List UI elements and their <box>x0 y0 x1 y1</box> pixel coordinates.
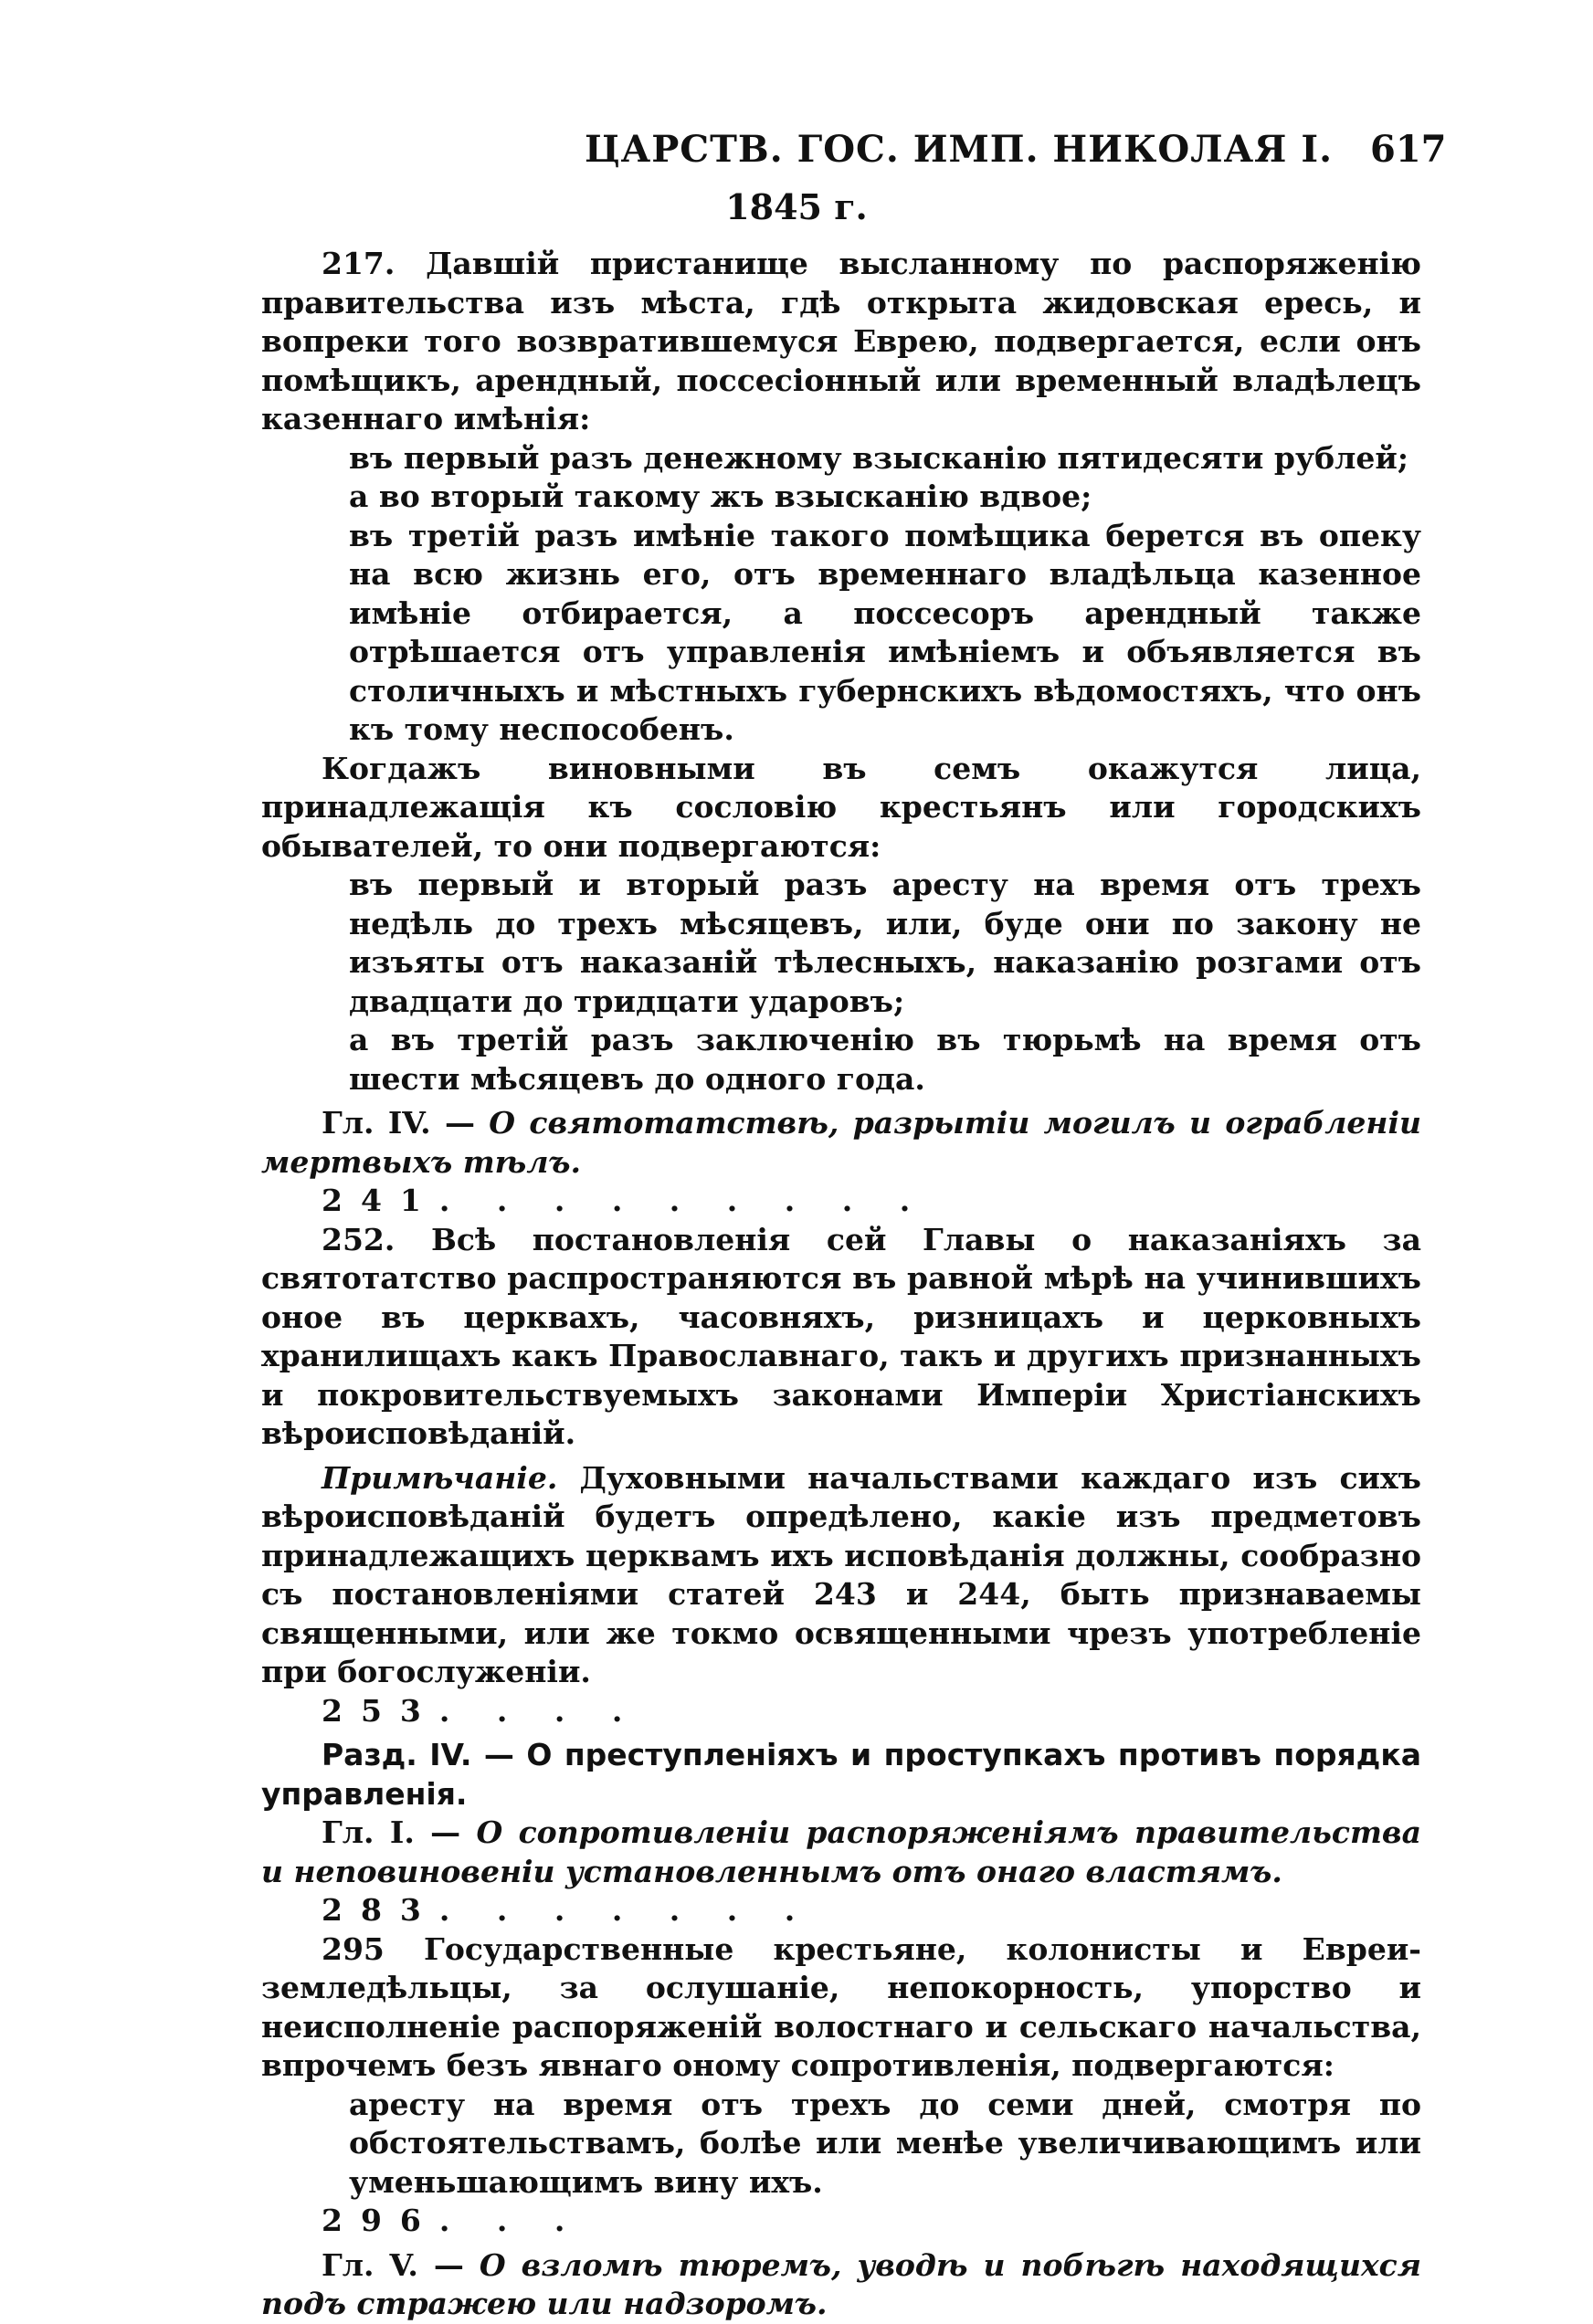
article-295-intro: 295 Государственные крестьяне, колонисты и Евреи-земледѣльцы, за ослушаніе, непокорность, упорство и неисполненіе распоряженій волостнаго и сельскаго начальства, впрочемъ безъ явнаго оному сопротивленія, подвергаются: <box>261 1930 1421 2083</box>
article-252: 252. Всѣ постановленія сей Главы о наказаніяхъ за святотатство распространяются въ равной мѣрѣ на учинившихъ оное въ церквахъ, часовняхъ, ризницахъ и церковныхъ хранилищахъ какъ Православнаго, такъ и другихъ признанныхъ и покровительствуемыхъ законами Имперіи Христіанскихъ вѣроисповѣданій. <box>261 1221 1421 1451</box>
chapter-1-heading <box>261 1814 1421 1891</box>
chapter-1-title: О сопротивленіи распоряженіямъ правительства и неповиновеніи установленнымъ отъ онаго властямъ. <box>261 1814 1421 1889</box>
chapter-5-label: Гл. V. — <box>322 2246 480 2283</box>
document-body <box>261 245 1421 2324</box>
section-4-label: Разд. IV. — <box>322 1737 527 1772</box>
article-217-item-4: въ первый и вторый разъ аресту на время отъ трехъ недѣль до трехъ мѣсяцевъ, или, буде они по закону не изъяты отъ наказаній тѣлесныхъ, наказанію розгами отъ двадцати до тридцати ударовъ; <box>349 867 1421 1019</box>
chapter-5-heading <box>261 2246 1421 2324</box>
article-253: 253. . . . <box>322 1692 641 1729</box>
section-4-title: О преступленіяхъ и проступкахъ противъ порядка управленія. <box>261 1737 1422 1812</box>
chapter-1-label: Гл. I. — <box>322 1814 477 1850</box>
article-217-item-1: въ первый разъ денежному взысканію пятидесяти рублей; <box>349 439 1409 476</box>
article-217-item-3: въ третій разъ имѣніе такого помѣщика берется въ опеку на всю жизнь его, отъ временнаго владѣльца казенное имѣніе отбирается, а поссесоръ арендный также отрѣшается отъ управленія имѣніемъ и объявляется въ столичныхъ и мѣстныхъ губернскихъ вѣдомостяхъ, что онъ къ тому неспособенъ. <box>349 517 1421 747</box>
running-title: ЦАРСТВ. ГОС. ИМП. НИКОЛАЯ I. <box>585 128 1334 171</box>
article-217-item-5: а въ третій разъ заключенію въ тюрьмѣ на время отъ шести мѣсяцевъ до одного года. <box>349 1022 1421 1097</box>
article-217-paragraph-2: Когдажъ виновными въ семъ окажутся лица, принадлежащія къ сословію крестьянъ или городскихъ обывателей, то они подвергаются: <box>261 750 1421 864</box>
article-241: 241. . . . . . . . . <box>322 1183 929 1218</box>
article-296: 296. . . <box>322 2203 584 2238</box>
year-heading: 1845 г. <box>725 186 868 227</box>
article-217-item-2: а во вторый такому жъ взысканію вдвое; <box>349 478 1092 514</box>
section-4-heading <box>261 1736 1421 1814</box>
chapter-4-title: О святотатствѣ, разрытіи могилъ и ограбленіи мертвыхъ тѣлъ. <box>261 1105 1421 1180</box>
note-label: Примѣчаніе. <box>322 1459 558 1496</box>
article-283: 283. . . . . . . <box>322 1892 814 1928</box>
page-number: 617 <box>1370 128 1447 171</box>
chapter-4-heading <box>261 1104 1421 1182</box>
article-217-intro: 217. Давшій пристанище высланному по распоряженію правительства изъ мѣста, гдѣ открыта жидовская ересь, и вопреки того возвратившемуся Еврею, подвергается, если онъ помѣщикъ, арендный, поссесіонный или временный владѣлецъ казеннаго имѣнія: <box>261 246 1421 436</box>
chapter-4-label: Гл. IV. — <box>322 1105 490 1141</box>
page-header <box>0 128 1593 183</box>
note-text: Духовными начальствами каждаго изъ сихъ вѣроисповѣданій будетъ опредѣлено, какіе изъ предметовъ принадлежащихъ церквамъ ихъ исповѣданія должны, сообразно съ постановленіями статей 243 и 244, быть признаваемы священными, или же токмо освященными чрезъ употребленіе при богослуженіи. <box>261 1459 1421 1689</box>
note-paragraph <box>261 1459 1421 1692</box>
article-295-item: аресту на время отъ трехъ до семи дней, смотря по обстоятельствамъ, болѣе или менѣе увеличивающимъ или уменьшающимъ вину ихъ. <box>349 2086 1421 2200</box>
chapter-5-title: О взломѣ тюремъ, уводѣ и побѣгѣ находящихся подъ стражею или надзоромъ. <box>261 2246 1421 2321</box>
